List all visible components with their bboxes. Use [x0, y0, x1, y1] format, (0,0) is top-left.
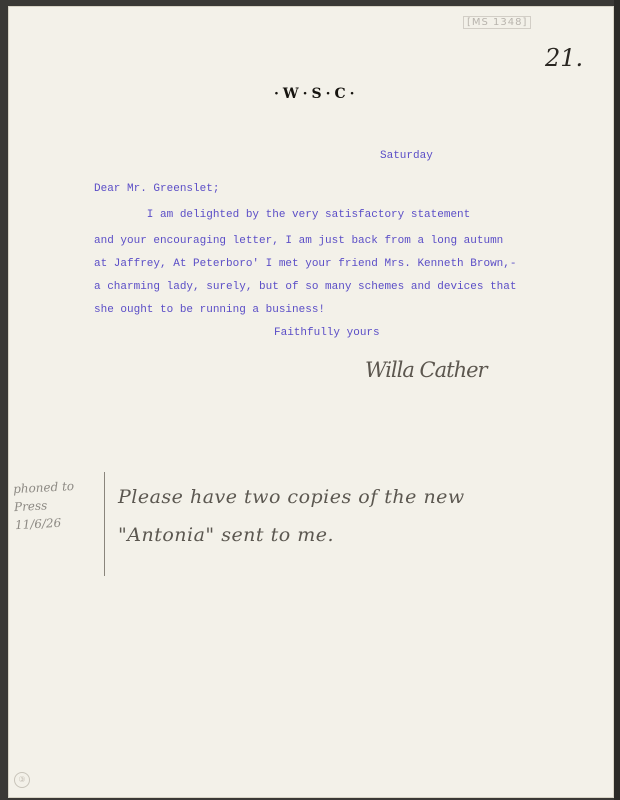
- letter-closing: Faithfully yours: [274, 327, 380, 339]
- scan-edge: [614, 0, 620, 800]
- body-line: a charming lady, surely, but of so many schemes and devices that: [94, 281, 517, 293]
- letterhead-monogram: ·W·S·C·: [274, 86, 359, 102]
- body-line: she ought to be running a business!: [94, 304, 326, 316]
- handwritten-signature: Willa Cather: [365, 358, 487, 382]
- handwritten-note-line: "Antonia" sent to me.: [118, 524, 335, 546]
- body-line: I am delighted by the very satisfactory statement: [94, 209, 471, 221]
- letter-page: [8, 6, 614, 798]
- letter-date: Saturday: [380, 150, 433, 162]
- handwritten-note-line: Please have two copies of the new: [118, 486, 465, 508]
- corner-mark: ③: [14, 772, 30, 788]
- body-line: and your encouraging letter, I am just back from a long autumn: [94, 235, 504, 247]
- letter-salutation: Dear Mr. Greenslet;: [94, 183, 220, 195]
- annotation-divider: [104, 472, 105, 576]
- page-number: 21.: [545, 44, 584, 72]
- body-line: at Jaffrey, At Peterboro' I met your friend Mrs. Kenneth Brown,-: [94, 258, 517, 270]
- margin-annotation: phoned to Press 11/6/26: [12, 478, 75, 533]
- archive-reference: [MS 1348]: [463, 16, 531, 29]
